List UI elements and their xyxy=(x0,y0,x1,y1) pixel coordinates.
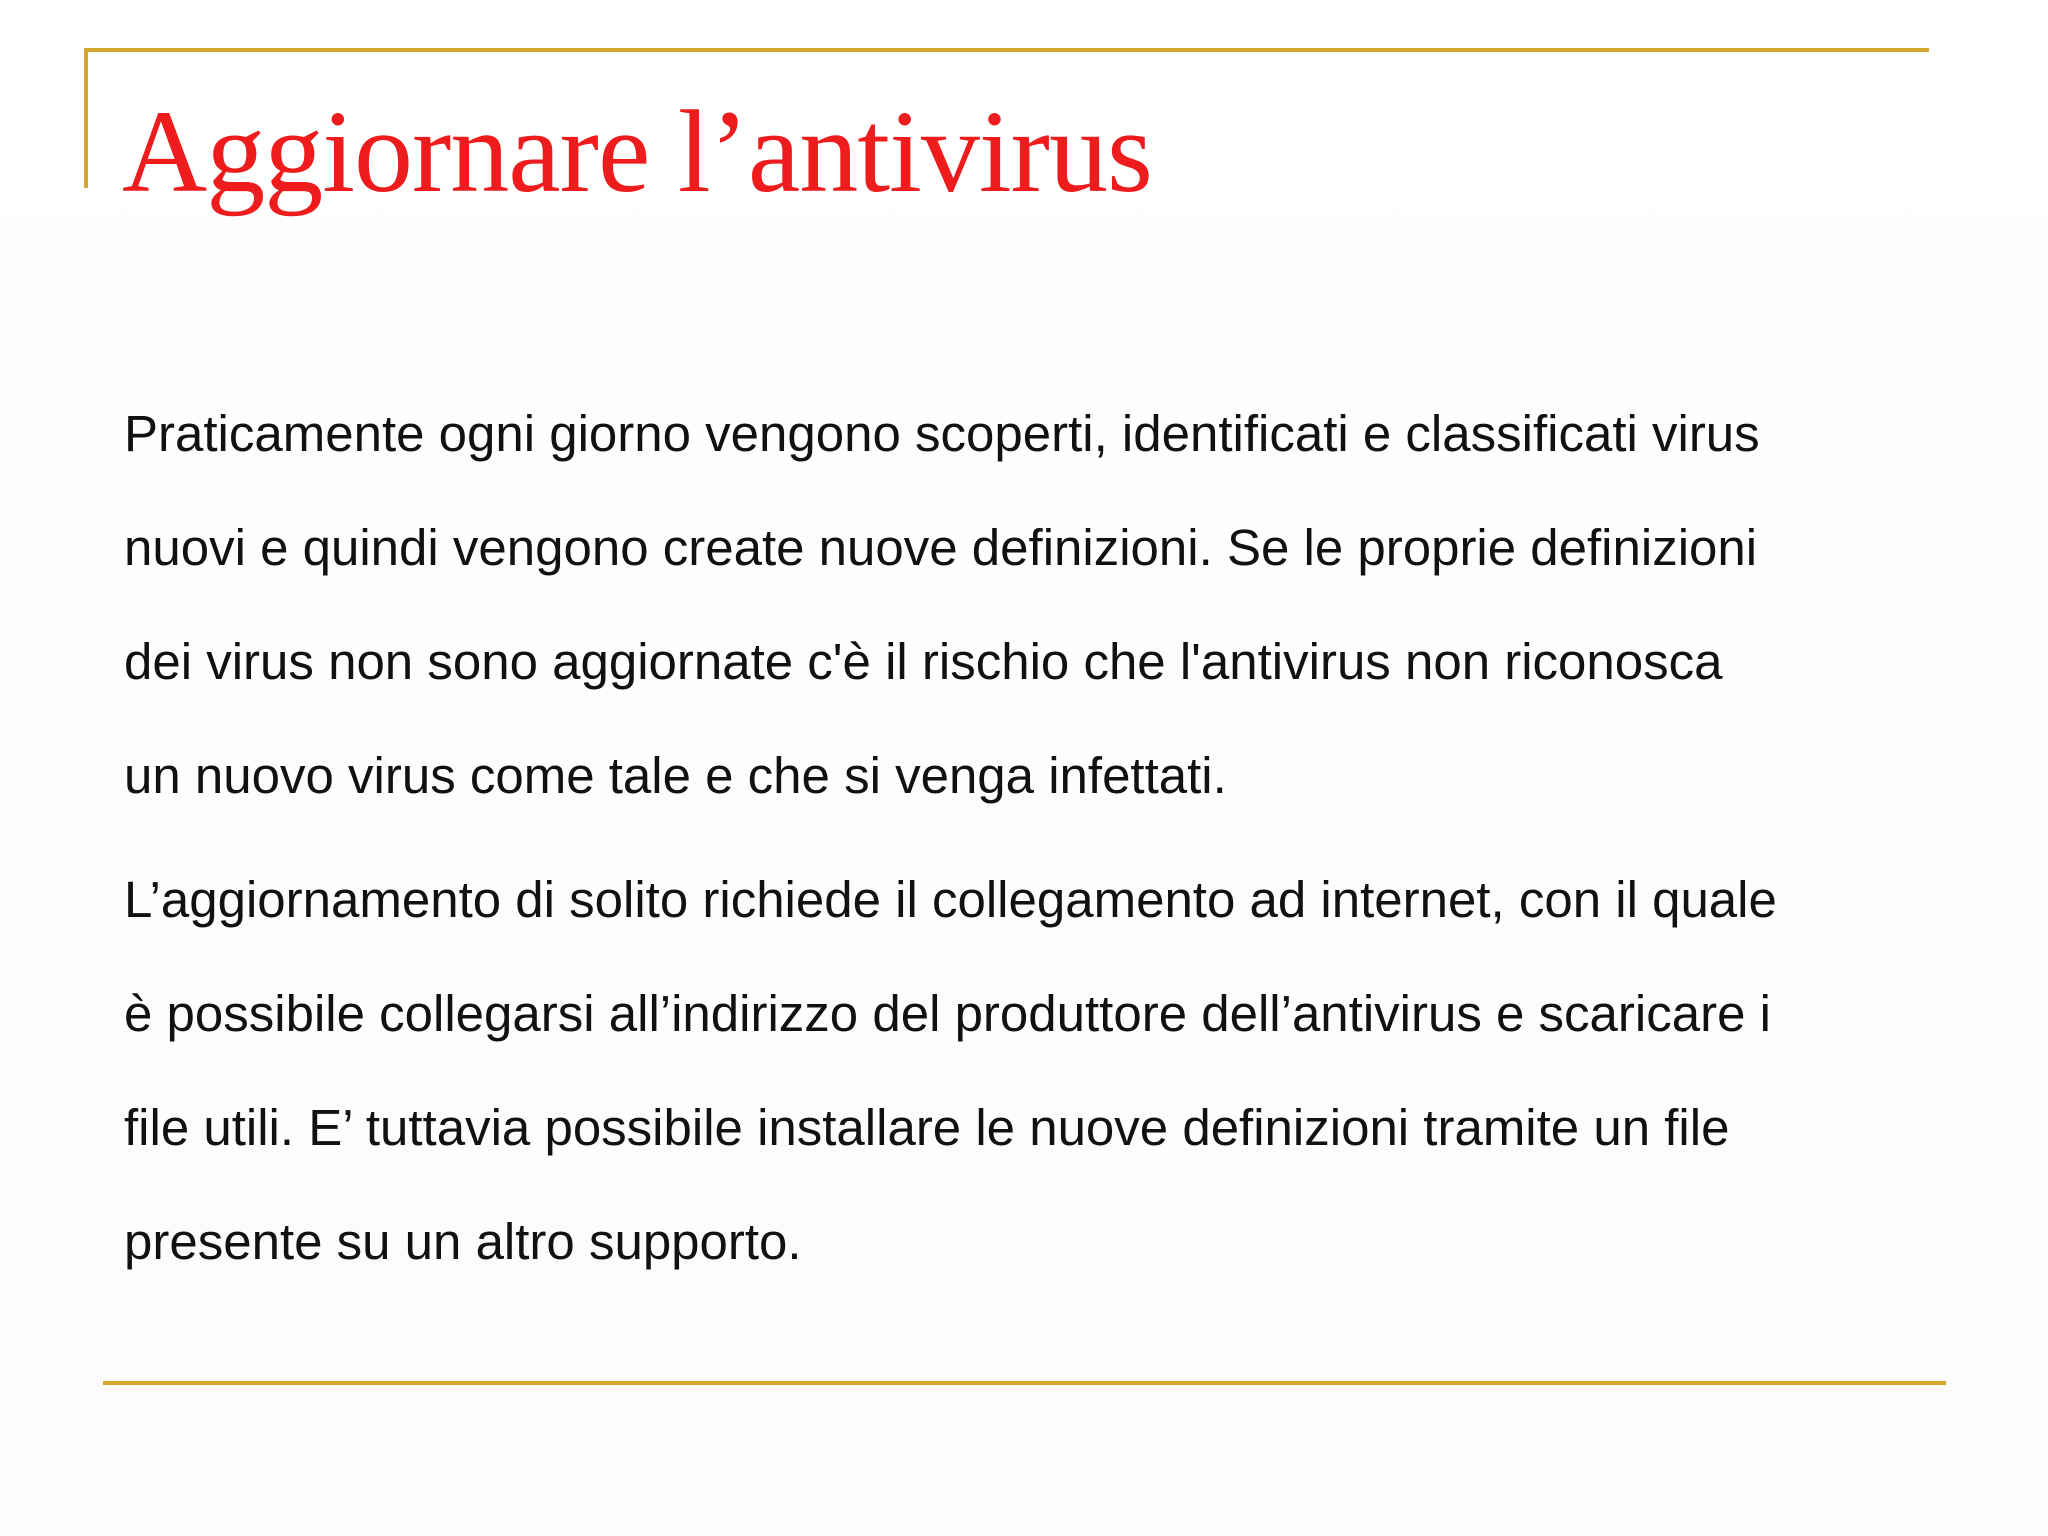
slide-body xyxy=(124,377,1984,1299)
left-rule xyxy=(84,48,88,188)
paragraph-line: L’aggiornamento di solito richiede il collegamento ad internet, con il quale xyxy=(124,871,1777,928)
paragraph-line: un nuovo virus come tale e che si venga infettati. xyxy=(124,747,1227,804)
slide-title: Aggiornare l’antivirus xyxy=(122,86,1152,217)
paragraph-line: presente su un altro supporto. xyxy=(124,1213,802,1270)
paragraph-line: Praticamente ogni giorno vengono scoperti, identificati e classificati virus xyxy=(124,405,1760,462)
top-rule xyxy=(84,48,1929,52)
paragraph-line: dei virus non sono aggiornate c'è il rischio che l'antivirus non riconosca xyxy=(124,633,1723,690)
paragraph-line: file utili. E’ tuttavia possibile installare le nuove definizioni tramite un file xyxy=(124,1099,1730,1156)
paragraph-line: nuovi e quindi vengono create nuove definizioni. Se le proprie definizioni xyxy=(124,519,1758,576)
paragraph-1 xyxy=(124,377,1984,833)
bottom-rule xyxy=(103,1381,1946,1385)
paragraph-line: è possibile collegarsi all’indirizzo del produttore dell’antivirus e scaricare i xyxy=(124,985,1771,1042)
paragraph-2 xyxy=(124,843,1984,1299)
